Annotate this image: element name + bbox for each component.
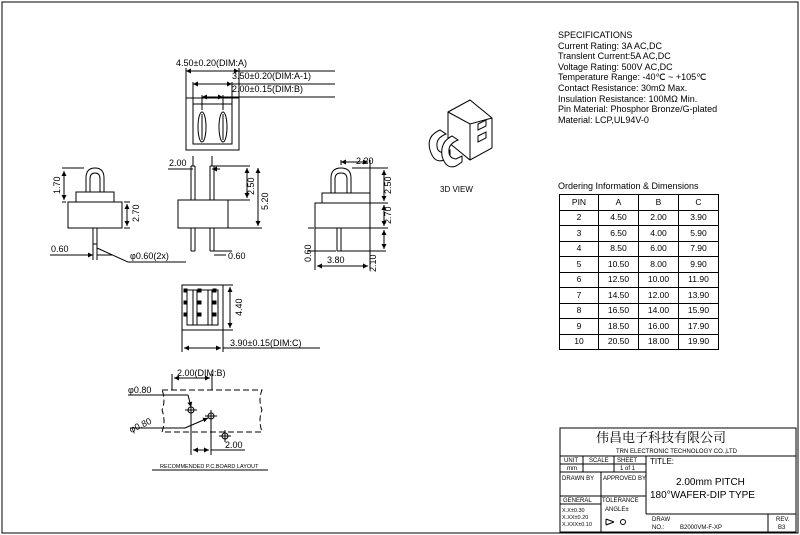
specifications-heading: SPECIFICATIONS <box>558 30 633 40</box>
scale-label: SCALE <box>589 458 609 464</box>
sheet-value: 1 of 1 <box>620 466 636 472</box>
table-cell: 18.50 <box>599 319 639 335</box>
table-cell: 9.90 <box>679 257 719 273</box>
top-dim-a1: 3.50±0.20(DIM:A-1) <box>232 71 311 81</box>
rev-value: B3 <box>778 525 786 531</box>
company-name-cn: 伟昌电子科技有限公司 <box>596 430 727 445</box>
header-cell: PIN <box>560 195 599 211</box>
header-cell: B <box>639 195 679 211</box>
top-dim-b: 2.00±0.15(DIM:B) <box>232 84 303 94</box>
table-cell: 8.00 <box>639 257 679 273</box>
table-cell: 18.00 <box>639 334 679 350</box>
title-label: TITLE: <box>650 457 675 466</box>
table-cell: 12.50 <box>599 272 639 288</box>
bottom-dim-1: 4.40 <box>234 298 244 316</box>
spec-line: Material: LCP,UL94V-0 <box>558 114 649 125</box>
table-cell: 6 <box>560 272 599 288</box>
ordering-table <box>559 194 719 350</box>
table-cell: 9 <box>560 319 599 335</box>
table-cell: 7 <box>560 288 599 304</box>
table-cell: 8 <box>560 303 599 319</box>
table-cell: 12.00 <box>639 288 679 304</box>
table-cell: 16.50 <box>599 303 639 319</box>
front-dim-2: 2.70 <box>131 204 141 222</box>
draw-no-label: NO.: <box>652 525 665 531</box>
general-label: GENERAL <box>563 498 592 504</box>
front-dim-3: 0.60 <box>51 244 69 254</box>
table-cell: 10.50 <box>599 257 639 273</box>
table-cell: 6.00 <box>639 241 679 257</box>
spec-line: Translent Current:5A AC,DC <box>558 51 671 62</box>
table-cell: 16.00 <box>639 319 679 335</box>
right-dim-6: 2.10 <box>368 254 378 272</box>
company-name-en: TRN ELECTRONIC TECHNOLOGY CO.,LTD <box>616 449 738 455</box>
table-cell: 2.00 <box>639 210 679 226</box>
table-cell: 10.00 <box>639 272 679 288</box>
title-line-1: 2.00mm PITCH <box>676 477 745 488</box>
table-cell: 14.50 <box>599 288 639 304</box>
table-cell: 20.50 <box>599 334 639 350</box>
spec-line: Contact Resistance: 30mΩ Max. <box>558 82 688 93</box>
unit-label: UNIT <box>564 458 578 464</box>
draw-label: DRAW <box>652 517 671 523</box>
table-cell: 11.90 <box>679 272 719 288</box>
right-view <box>308 160 388 270</box>
table-cell: 6.50 <box>599 226 639 242</box>
table-cell: 5.90 <box>679 226 719 242</box>
table-header-row <box>560 195 719 211</box>
approved-by-label: APPROVED BY <box>603 476 647 482</box>
table-row <box>560 226 719 242</box>
tolerance-3: X.XXX±0.10 <box>562 522 592 528</box>
table-row <box>560 272 719 288</box>
title-line-2: 180°WAFER-DIP TYPE <box>650 490 755 501</box>
sheet-label: SHEET <box>617 458 638 464</box>
right-dim-4: 0.60 <box>303 244 313 262</box>
rev-label: REV. <box>776 517 790 523</box>
table-row <box>560 210 719 226</box>
3d-view-drawing <box>429 100 492 167</box>
table-cell: 4 <box>560 241 599 257</box>
header-cell: A <box>599 195 639 211</box>
front-dim-4: φ0.60(2x) <box>130 251 169 261</box>
right-dim-2: 2.50 <box>383 176 393 194</box>
unit-value: mm <box>567 466 577 472</box>
pcb-hole-dim-2: φ0.80 <box>127 415 154 435</box>
right-dim-3: 2.70 <box>383 206 393 224</box>
pcb-dim-b: 2.00(DIM:B) <box>177 368 226 378</box>
table-cell: 3.90 <box>679 210 719 226</box>
spec-line: Current Rating: 3A AC,DC <box>558 40 663 51</box>
table-cell: 14.00 <box>639 303 679 319</box>
table-cell: 7.90 <box>679 241 719 257</box>
table-cell: 19.90 <box>679 334 719 350</box>
pcb-hole-dim-1: φ0.80 <box>128 385 152 395</box>
spec-line: Pin Material: Phosphor Bronze/G-plated <box>558 104 718 115</box>
table-cell: 17.90 <box>679 319 719 335</box>
table-cell: 8.50 <box>599 241 639 257</box>
bottom-dim-c: 3.90±0.15(DIM:C) <box>230 338 302 348</box>
table-row <box>560 319 719 335</box>
table-cell: 4.00 <box>639 226 679 242</box>
ordering-title: Ordering Information & Dimensions <box>558 181 699 191</box>
spec-line: Temperature Range: -40℃ ~ +105℃ <box>558 72 707 83</box>
pcb-caption: RECOMMENDED P.C.BOARD LAYOUT <box>160 464 259 470</box>
table-cell: 13.90 <box>679 288 719 304</box>
front-view <box>50 168 186 262</box>
right-dim-5: 3.80 <box>327 255 345 265</box>
table-row <box>560 334 719 350</box>
side-dim-4: 0.60 <box>228 251 246 261</box>
pcb-dim-2: 2.00 <box>225 440 243 450</box>
part-number: B2000VM-F-XP <box>680 525 723 531</box>
table-row <box>560 241 719 257</box>
3d-view-label: 3D VIEW <box>440 185 473 194</box>
spec-line: Voltage Rating: 500V AC,DC <box>558 61 673 72</box>
front-dim-1: 1.70 <box>52 176 62 194</box>
side-dim-1: 2.00 <box>169 158 187 168</box>
tolerance-label: TOLERANCE <box>602 498 639 504</box>
drawn-by-label: DRAWN BY <box>562 476 595 482</box>
angle-label: ANGLE± <box>605 507 629 513</box>
table-row <box>560 288 719 304</box>
specifications <box>558 30 717 125</box>
table-cell: 5 <box>560 257 599 273</box>
side-view <box>168 156 262 255</box>
header-cell: C <box>679 195 719 211</box>
table-cell: 3 <box>560 226 599 242</box>
side-dim-3: 5.20 <box>260 192 270 210</box>
table-cell: 2 <box>560 210 599 226</box>
tolerance-1: X.X±0.30 <box>562 508 585 514</box>
top-dim-a: 4.50±0.20(DIM:A) <box>176 58 247 68</box>
right-dim-1: 2.20 <box>356 156 374 166</box>
tolerance-2: X.XX±0.20 <box>562 515 589 521</box>
table-row <box>560 303 719 319</box>
side-dim-2: 2.50 <box>246 177 256 195</box>
table-row <box>560 257 719 273</box>
table-cell: 15.90 <box>679 303 719 319</box>
table-cell: 10 <box>560 334 599 350</box>
spec-line: Insulation Resistance: 100MΩ Min. <box>558 93 698 104</box>
table-cell: 4.50 <box>599 210 639 226</box>
